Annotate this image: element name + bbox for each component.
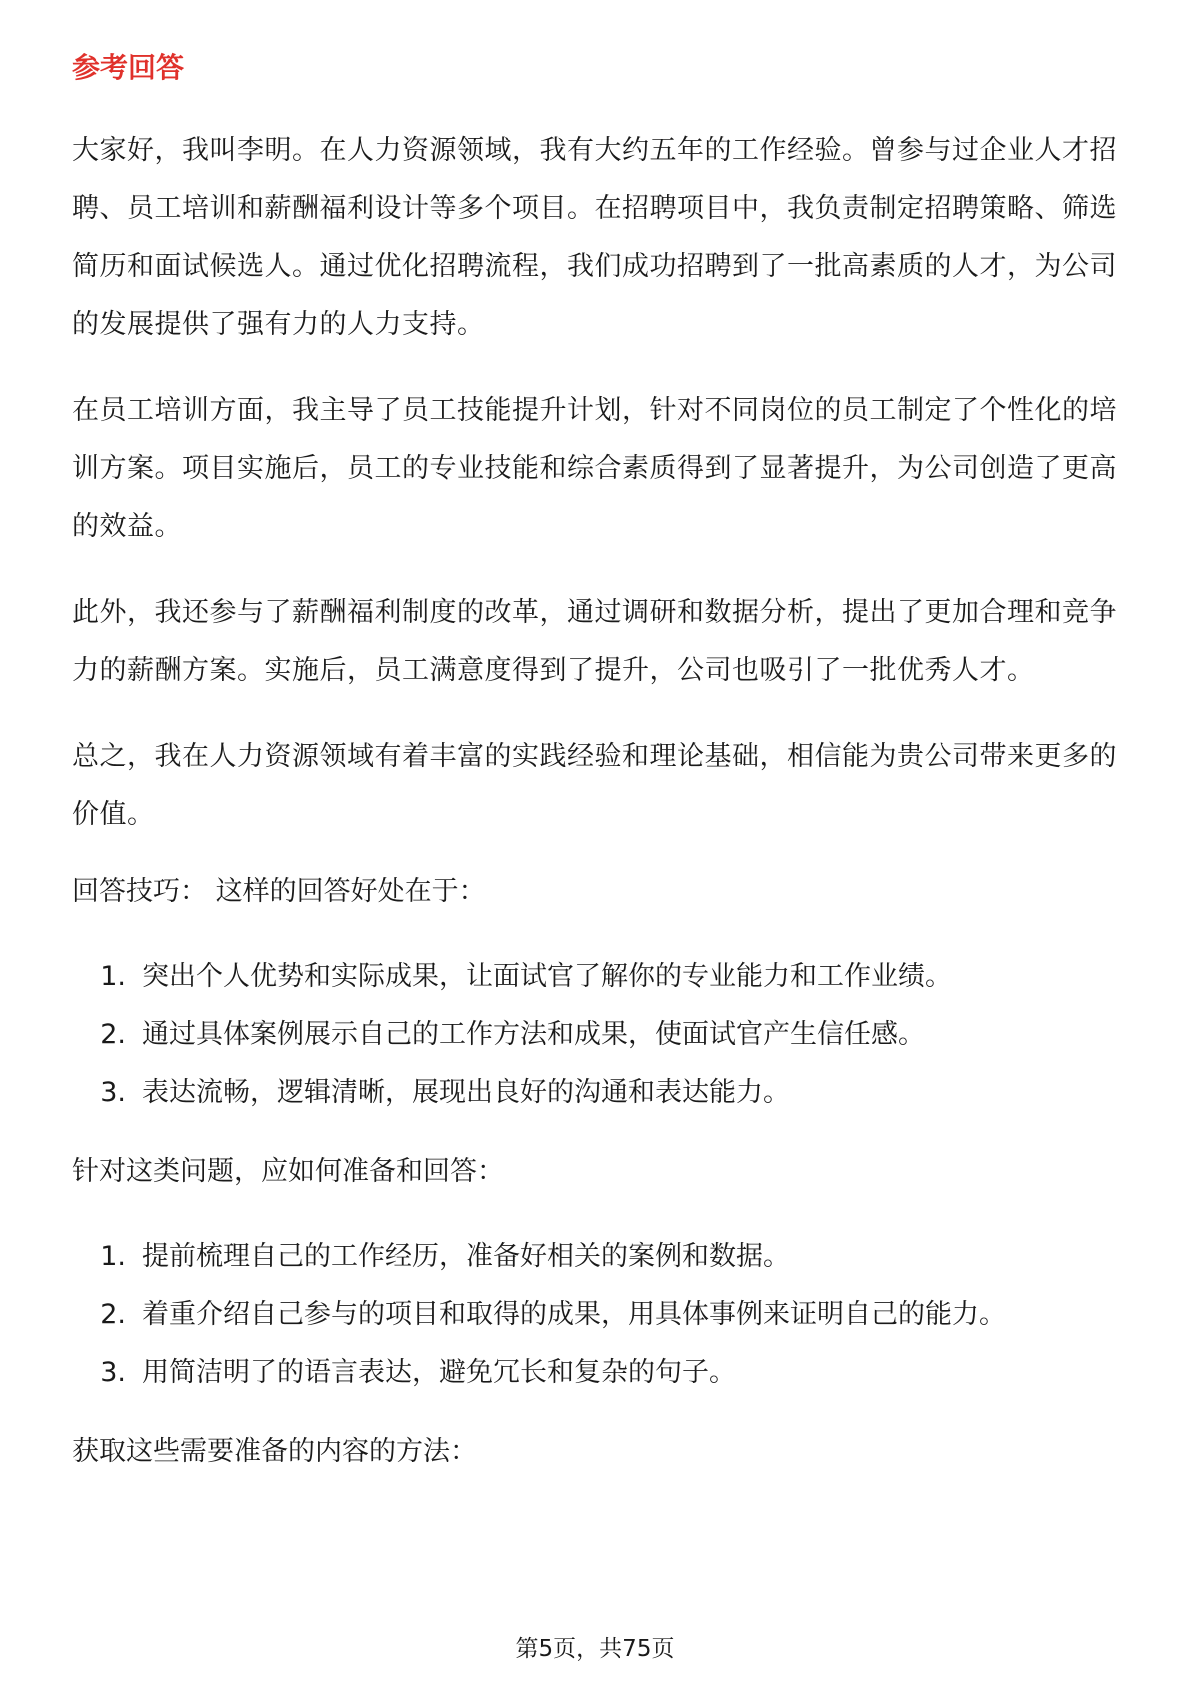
method-label: 获取这些需要准备的内容的方法： xyxy=(72,1436,477,1467)
list-text: 着重介绍自己参与的项目和取得的成果，用具体事例来证明自己的能力。 xyxy=(142,1299,1006,1330)
list-item xyxy=(72,1006,1120,1064)
section-heading: 参考回答 xyxy=(72,51,185,84)
list-number: 1. xyxy=(100,1241,126,1272)
list-number: 1. xyxy=(100,961,126,992)
list-number: 3. xyxy=(100,1357,126,1388)
list-text: 表达流畅，逻辑清晰，展现出良好的沟通和表达能力。 xyxy=(142,1077,790,1108)
page-number: 第5页，共75页 xyxy=(515,1636,675,1662)
tips-list xyxy=(72,948,1120,1122)
answer-paragraph-4: 总之，我在人力资源领域有着丰富的实践经验和理论基础，相信能为贵公司带来更多的价值。 xyxy=(72,741,1117,830)
list-number: 2. xyxy=(100,1299,126,1330)
prep-list xyxy=(72,1228,1120,1402)
list-item xyxy=(72,948,1120,1006)
list-item xyxy=(72,1228,1120,1286)
list-text: 突出个人优势和实际成果，让面试官了解你的专业能力和工作业绩。 xyxy=(142,961,952,992)
list-number: 2. xyxy=(100,1019,126,1050)
document-content xyxy=(72,48,1120,1508)
tips-label: 回答技巧： 这样的回答好处在于： xyxy=(72,876,486,907)
list-text: 用简洁明了的语言表达，避免冗长和复杂的句子。 xyxy=(142,1357,736,1388)
answer-paragraph-2: 在员工培训方面，我主导了员工技能提升计划，针对不同岗位的员工制定了个性化的培训方案。项目实施后，员工的专业技能和综合素质得到了显著提升，为公司创造了更高的效益。 xyxy=(72,395,1117,542)
list-item xyxy=(72,1064,1120,1122)
list-text: 提前梳理自己的工作经历，准备好相关的案例和数据。 xyxy=(142,1241,790,1272)
list-item xyxy=(72,1286,1120,1344)
list-number: 3. xyxy=(100,1077,126,1108)
answer-paragraph-3: 此外，我还参与了薪酬福利制度的改革，通过调研和数据分析，提出了更加合理和竞争力的薪酬方案。实施后，员工满意度得到了提升，公司也吸引了一批优秀人才。 xyxy=(72,597,1117,686)
list-item xyxy=(72,1344,1120,1402)
prep-label: 针对这类问题，应如何准备和回答： xyxy=(72,1156,504,1187)
answer-paragraph-1: 大家好，我叫李明。在人力资源领域，我有大约五年的工作经验。曾参与过企业人才招聘、员工培训和薪酬福利设计等多个项目。在招聘项目中，我负责制定招聘策略、筛选简历和面试候选人。通过优化招聘流程，我们成功招聘到了一批高素质的人才，为公司的发展提供了强有力的人力支持。 xyxy=(72,135,1117,340)
list-text: 通过具体案例展示自己的工作方法和成果，使面试官产生信任感。 xyxy=(142,1019,925,1050)
